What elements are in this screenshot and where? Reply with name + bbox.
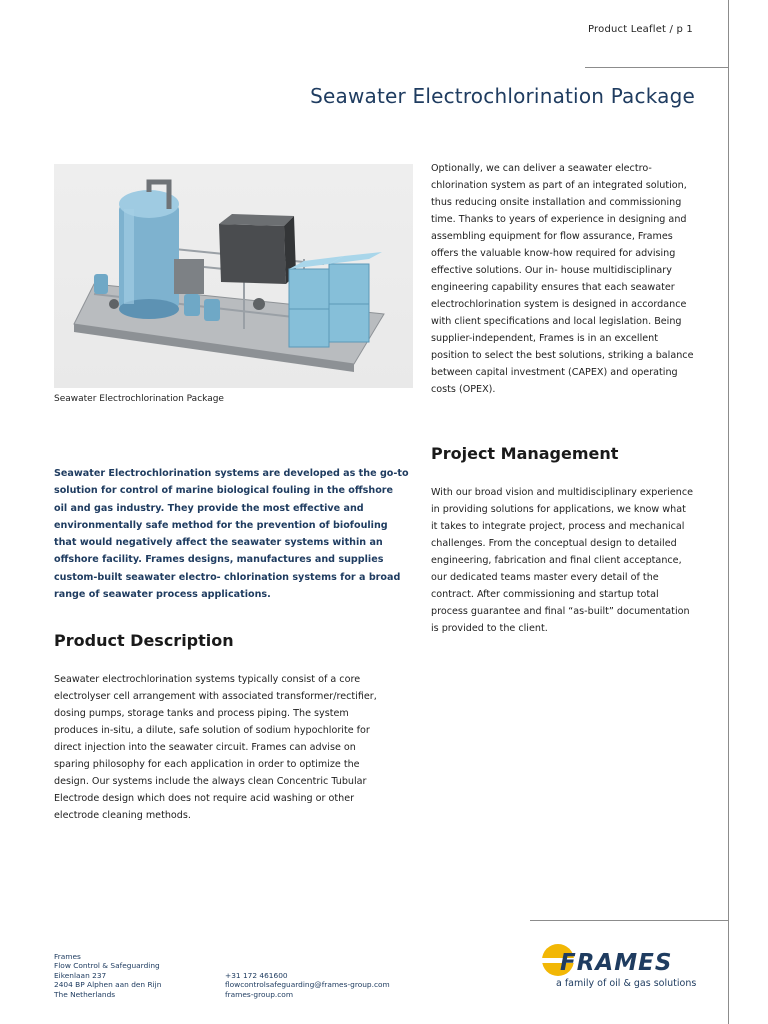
- footer-address: [54, 952, 161, 999]
- intro-paragraph: Seawater Electrochlorination systems are developed as the go-to solution for control of marine biological fouling in the offshore oil and gas industry. They provide the most effective and environmentally safe method for the prevention of biofouling that would negatively affect the seawater systems within an offshore facility. Frames designs, manufactures and supplies custom-built seawater electro- chlorination systems for a broad range of seawater process applications.: [54, 468, 409, 601]
- project-management-heading: Project Management: [431, 444, 619, 463]
- footer-contact: [225, 971, 390, 999]
- integration-paragraph: Optionally, we can deliver a seawater electro-chlorination system as part of an integrated solution, thus reducing onsite installation and commissioning time. Thanks to years of experience in designing and assembling equipment for flow assurance, Frames offers the valuable know-how required for advising effective solutions. Our in- house multidisciplinary engineering capability ensures that each seawater electrochlorination system is designed in accordance with client specifications and local legislation. Being supplier-independent, Frames is in an excellent position to select the best solutions, striking a balance between capital investment (CAPEX) and operating costs (OPEX).: [431, 163, 694, 395]
- footer-division: Flow Control & Safeguarding: [54, 961, 160, 971]
- product-description-body: Seawater electrochlorination systems typically consist of a core electrolyser cell arrangement with associated transformer/rectifier, dosing pumps, storage tanks and process piping. The system produces in-situ, a dilute, safe solution of sodium hypochlorite for direct injection into the seawater circuit. Frames can advise on sparing philosophy for each application in order to optimize the design. Our systems include the always clean Concentric Tubular Electrode design which does not require acid washing or other electrode cleaning methods.: [54, 674, 377, 821]
- skid-illustration: [54, 164, 413, 388]
- footer-website[interactable]: frames-group.com: [225, 989, 294, 999]
- footer-tagline: a family of oil & gas solutions: [556, 978, 697, 989]
- footer-rule: [530, 920, 729, 921]
- page-border-line: [728, 0, 729, 1024]
- product-image: [54, 164, 413, 388]
- figure-caption: Seawater Electrochlorination Package: [54, 394, 224, 404]
- product-description-heading: Product Description: [54, 631, 234, 650]
- project-management-body: With our broad vision and multidisciplinary experience in providing solutions for applications, we know what it takes to integrate project, process and mechanical challenges. From the conceptual design to detailed engineering, fabrication and final client acceptance, our dedicated teams master every detail of the contract. After commissioning and startup total process guarantee and final “as-built” documentation is provided to the client.: [431, 487, 694, 634]
- footer-country: The Netherlands: [54, 989, 116, 999]
- footer-phone: +31 172 461600: [225, 971, 288, 980]
- page-title: Seawater Electrochlorination Package: [310, 84, 695, 108]
- header-rule: [585, 67, 729, 68]
- page-label: Product Leaflet / p 1: [587, 24, 693, 35]
- footer-email[interactable]: flowcontrolsafeguarding@frames-group.com: [225, 980, 390, 990]
- frames-logo-text: FRAMES: [560, 950, 673, 976]
- footer-city: 2404 BP Alphen aan den Rijn: [54, 980, 162, 990]
- footer-street: Eikenlaan 237: [54, 970, 107, 980]
- footer-company: Frames: [54, 952, 81, 961]
